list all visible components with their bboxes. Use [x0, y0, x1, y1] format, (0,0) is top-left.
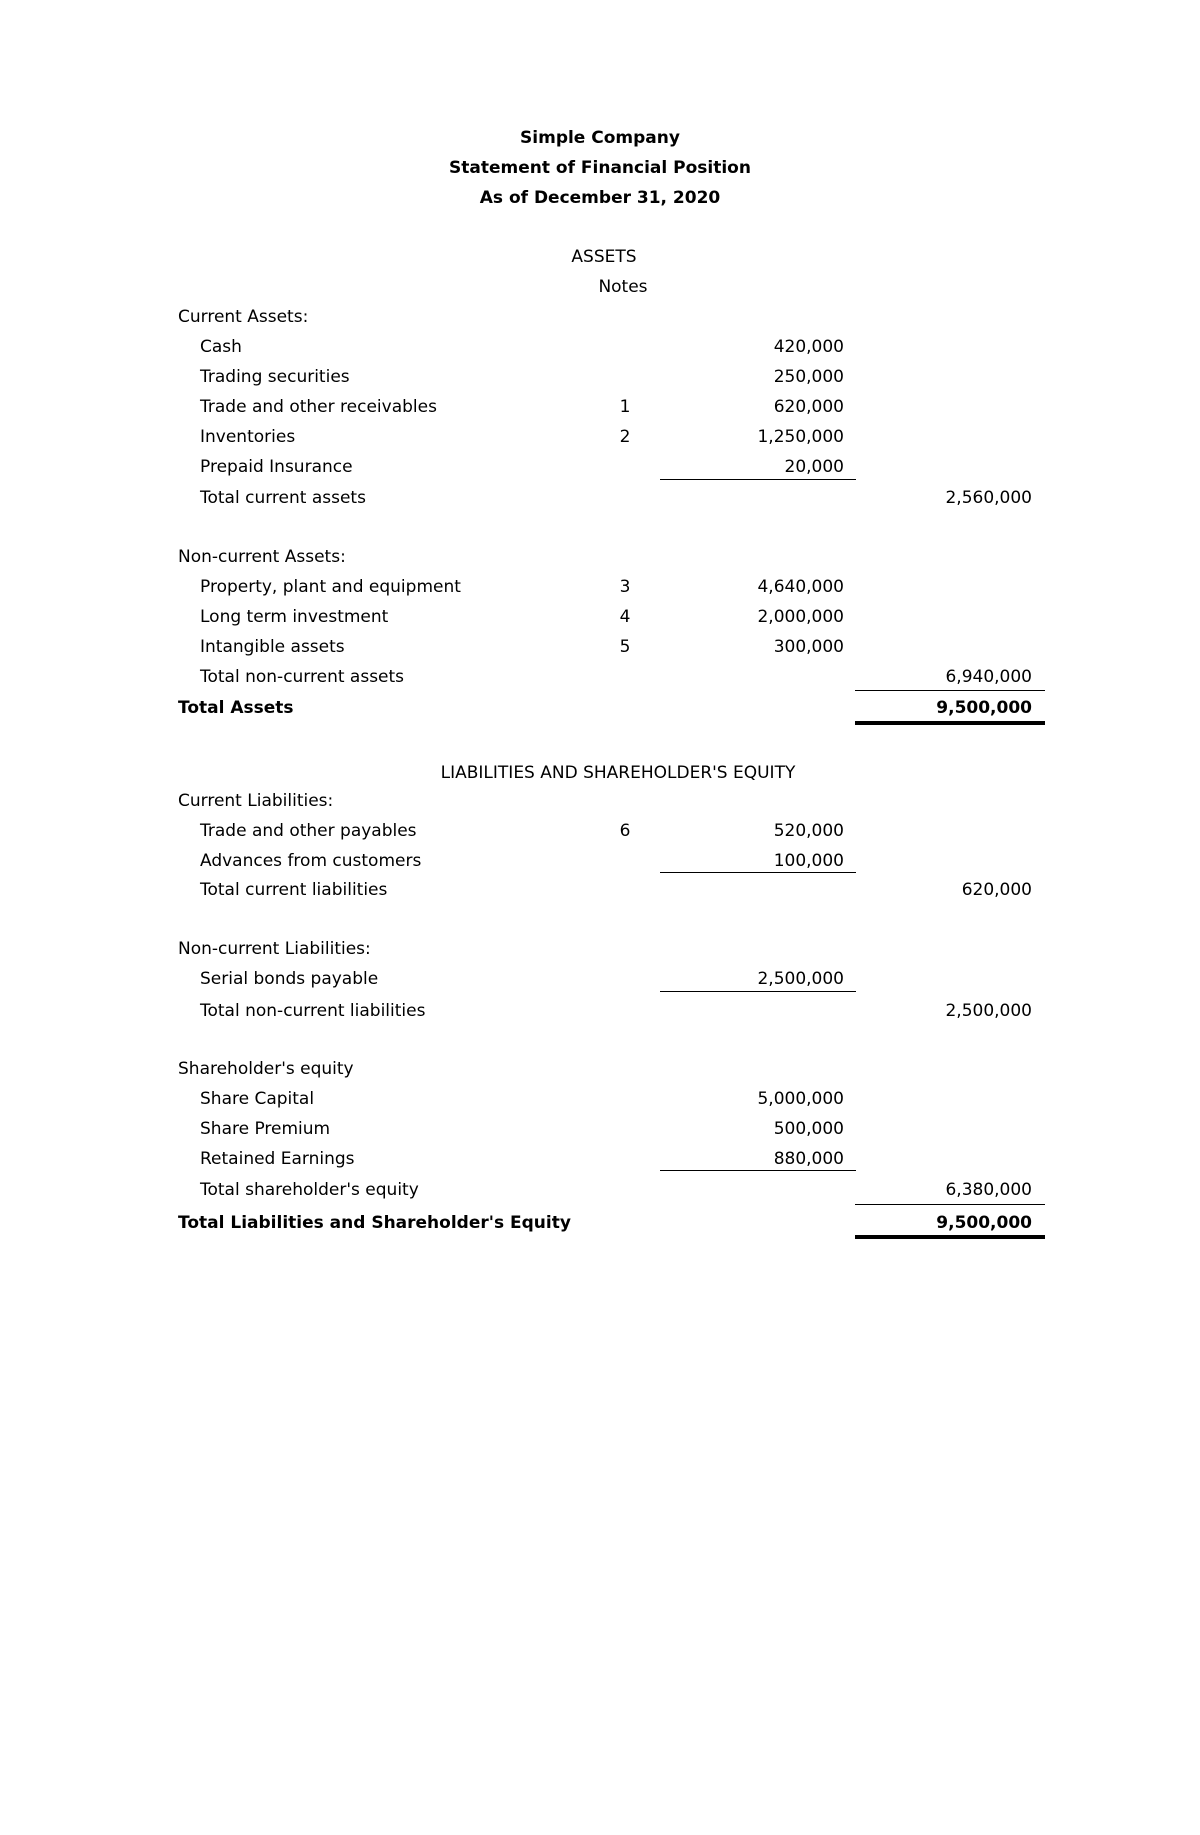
line-item-label: Long term investment: [200, 607, 389, 627]
total-current-liabilities-value: 620,000: [961, 880, 1032, 900]
line-item-label: Share Capital: [200, 1089, 315, 1109]
subtotal-rule: [660, 479, 856, 480]
line-item-label: Inventories: [200, 427, 296, 447]
table-row: [0, 1144, 1200, 1174]
total-liabilities-equity-label: Total Liabilities and Shareholder's Equity: [178, 1213, 571, 1233]
line-item-amount: 250,000: [773, 367, 844, 387]
line-item-label: Serial bonds payable: [200, 969, 379, 989]
line-item-label: Trading securities: [200, 367, 350, 387]
equity-heading-row: [0, 1054, 1200, 1084]
table-row: [0, 452, 1200, 482]
total-current-liabilities-label: Total current liabilities: [200, 880, 388, 900]
line-item-amount: 620,000: [773, 397, 844, 417]
total-current-assets-value: 2,560,000: [945, 488, 1032, 508]
statement-title: Statement of Financial Position: [449, 158, 751, 178]
subtotal-rule: [660, 872, 856, 873]
equity-heading: Shareholder's equity: [178, 1059, 354, 1079]
table-row: [0, 1208, 1200, 1238]
table-row: [0, 996, 1200, 1026]
table-row: [0, 392, 1200, 422]
line-item-note: 1: [619, 397, 631, 417]
total-assets-label: Total Assets: [178, 698, 294, 718]
line-item-label: Property, plant and equipment: [200, 577, 461, 597]
noncurrent-assets-heading: Non-current Assets:: [178, 547, 346, 567]
total-equity-label: Total shareholder's equity: [200, 1180, 419, 1200]
grand-total-rule: [855, 721, 1045, 725]
line-item-amount: 1,250,000: [757, 427, 844, 447]
total-liabilities-equity-value: 9,500,000: [936, 1213, 1032, 1233]
line-item-amount: 20,000: [784, 457, 844, 477]
line-item-amount: 520,000: [773, 821, 844, 841]
table-row: [0, 422, 1200, 452]
table-row: [0, 632, 1200, 662]
line-item-note: 2: [619, 427, 631, 447]
line-item-amount: 300,000: [773, 637, 844, 657]
line-item-label: Retained Earnings: [200, 1149, 355, 1169]
total-noncurrent-liabilities-label: Total non-current liabilities: [200, 1001, 426, 1021]
noncurrent-liabilities-heading-row: [0, 934, 1200, 964]
table-row: [0, 964, 1200, 994]
total-noncurrent-assets-value: 6,940,000: [945, 667, 1032, 687]
current-liabilities-heading: Current Liabilities:: [178, 791, 334, 811]
table-row: [0, 602, 1200, 632]
line-item-amount: 4,640,000: [757, 577, 844, 597]
line-item-label: Trade and other payables: [200, 821, 417, 841]
table-row: [0, 662, 1200, 692]
line-item-label: Advances from customers: [200, 851, 422, 871]
table-row: [0, 1175, 1200, 1205]
total-noncurrent-assets-label: Total non-current assets: [200, 667, 405, 687]
line-item-amount: 2,500,000: [757, 969, 844, 989]
noncurrent-assets-heading-row: [0, 542, 1200, 572]
current-liabilities-heading-row: [0, 786, 1200, 816]
table-row: [0, 332, 1200, 362]
assets-title: ASSETS: [571, 247, 637, 267]
line-item-amount: 2,000,000: [757, 607, 844, 627]
line-item-note: 3: [619, 577, 631, 597]
line-item-label: Intangible assets: [200, 637, 345, 657]
noncurrent-liabilities-heading: Non-current Liabilities:: [178, 939, 371, 959]
subtotal-rule: [855, 690, 1045, 691]
line-item-note: 5: [619, 637, 631, 657]
total-assets-value: 9,500,000: [936, 698, 1032, 718]
table-row: [0, 846, 1200, 876]
current-assets-heading-row: [0, 302, 1200, 332]
table-row: [0, 483, 1200, 513]
company-name: Simple Company: [520, 128, 680, 148]
notes-column-header: Notes: [598, 277, 648, 297]
line-item-amount: 5,000,000: [757, 1089, 844, 1109]
table-row: [0, 572, 1200, 602]
statement-date: As of December 31, 2020: [479, 188, 721, 208]
line-item-label: Trade and other receivables: [200, 397, 437, 417]
subtotal-rule: [660, 1170, 856, 1171]
line-item-note: 4: [619, 607, 631, 627]
liabilities-equity-title: LIABILITIES AND SHAREHOLDER'S EQUITY: [440, 763, 796, 783]
line-item-note: 6: [619, 821, 631, 841]
line-item-label: Prepaid Insurance: [200, 457, 353, 477]
subtotal-rule: [660, 991, 856, 992]
current-assets-heading: Current Assets:: [178, 307, 309, 327]
table-row: [0, 1084, 1200, 1114]
table-row: [0, 693, 1200, 723]
line-item-label: Share Premium: [200, 1119, 331, 1139]
line-item-amount: 880,000: [773, 1149, 844, 1169]
total-noncurrent-liabilities-value: 2,500,000: [945, 1001, 1032, 1021]
table-row: [0, 816, 1200, 846]
table-row: [0, 362, 1200, 392]
table-row: [0, 875, 1200, 905]
total-current-assets-label: Total current assets: [200, 488, 366, 508]
line-item-amount: 420,000: [773, 337, 844, 357]
total-equity-value: 6,380,000: [945, 1180, 1032, 1200]
line-item-amount: 500,000: [773, 1119, 844, 1139]
table-row: [0, 1114, 1200, 1144]
grand-total-rule: [855, 1235, 1045, 1239]
line-item-label: Cash: [200, 337, 242, 357]
subtotal-rule: [855, 1204, 1045, 1205]
line-item-amount: 100,000: [773, 851, 844, 871]
